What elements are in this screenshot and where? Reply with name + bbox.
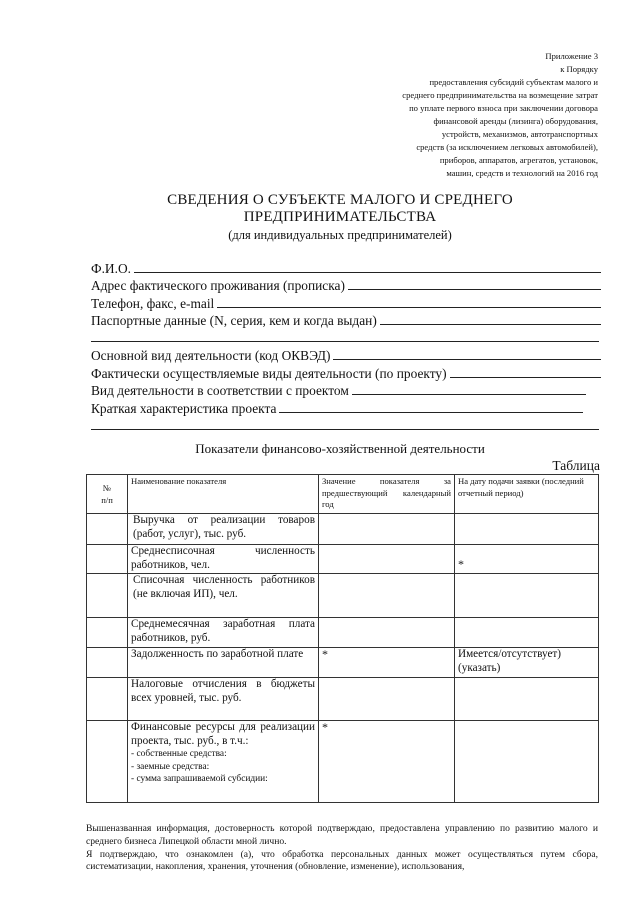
field-project-activity-line[interactable]: [352, 393, 586, 395]
table-header-row: [87, 475, 599, 514]
appendix-line: финансовой аренды (лизинга) оборудования,: [433, 116, 598, 126]
row-number-cell: [87, 648, 128, 678]
section-title: Показатели финансово-хозяйственной деятельности: [195, 441, 485, 456]
field-passport-line[interactable]: [380, 323, 601, 325]
field-address-label: Адрес фактического проживания (прописка): [91, 278, 345, 294]
row-sub-subsidy-amount: - сумма запрашиваемой субсидии:: [131, 774, 268, 785]
field-project-summary-label: Краткая характеристика проекта: [91, 400, 277, 416]
table-row: [87, 574, 599, 618]
appendix-line: по уплате первого взноса при заключении договора: [409, 103, 598, 113]
header-num: № п/п: [87, 475, 128, 514]
field-passport-line-2[interactable]: [91, 340, 599, 342]
row-number-cell: [87, 678, 128, 721]
row-number-cell: [87, 545, 128, 574]
field-project-summary-continuation: [91, 416, 601, 433]
row-date-value[interactable]: [455, 514, 599, 545]
footer-statement: [86, 823, 598, 874]
row-name: Среднесписочная численность работников, чел.: [128, 545, 319, 574]
field-actual-activity-label: Фактически осуществляемые виды деятельности (по проекту): [91, 365, 447, 381]
row-prev-value[interactable]: *: [319, 721, 455, 803]
table-row: [87, 648, 599, 678]
row-sub-borrowed-funds: - заемные средства:: [131, 761, 210, 772]
table-row: [87, 618, 599, 648]
field-passport: [91, 311, 601, 329]
row-name: Налоговые отчисления в бюджеты всех уровней, тыс. руб.: [128, 678, 319, 721]
document-subtitle: (для индивидуальных предпринимателей): [228, 228, 452, 242]
appendix-reference: [298, 50, 598, 180]
field-passport-label: Паспортные данные (N, серия, кем и когда выдан): [91, 313, 377, 329]
row-number-cell: [87, 721, 128, 803]
financial-indicators-table: [86, 474, 599, 803]
row-prev-value[interactable]: *: [319, 648, 455, 678]
field-fio-label: Ф.И.О.: [91, 260, 131, 276]
row-prev-value[interactable]: [319, 574, 455, 618]
field-project-activity: [91, 381, 586, 399]
row-prev-value[interactable]: [319, 678, 455, 721]
field-okved-line[interactable]: [333, 358, 601, 360]
field-address: [91, 276, 601, 294]
row-date-value[interactable]: [455, 678, 599, 721]
field-phone-line[interactable]: [217, 306, 601, 308]
title-line-1: СВЕДЕНИЯ О СУБЪЕКТЕ МАЛОГО И СРЕДНЕГО: [167, 192, 513, 208]
row-number-cell: [87, 618, 128, 648]
row-prev-value[interactable]: [319, 618, 455, 648]
row-name: Задолженность по заработной плате: [128, 648, 319, 678]
row-name: Выручка от реализации товаров (работ, услуг), тыс. руб.: [128, 514, 319, 545]
row-date-value[interactable]: [455, 618, 599, 648]
table-row: [87, 514, 599, 545]
field-fio-line[interactable]: [134, 271, 601, 273]
field-project-activity-label: Вид деятельности в соответствии с проектом: [91, 383, 349, 399]
row-name: [128, 721, 319, 803]
row-name: Среднемесячная заработная плата работников, руб.: [128, 618, 319, 648]
appendix-line: средств (за исключением легковых автомобилей),: [416, 142, 598, 152]
field-project-summary-line-2[interactable]: [91, 428, 599, 430]
field-okved: [91, 345, 601, 363]
table-row: [87, 678, 599, 721]
field-actual-activity-line[interactable]: [450, 376, 601, 378]
appendix-line: машин, средств и технологий на 2016 год: [446, 168, 598, 178]
field-okved-label: Основной вид деятельности (код ОКВЭД): [91, 347, 331, 363]
title-line-2: ПРЕДПРИНИМАТЕЛЬСТВА: [243, 209, 437, 225]
appendix-line: приборов, аппаратов, агрегатов, установок,: [439, 155, 598, 165]
header-name: Наименование показателя: [128, 475, 319, 514]
appendix-line: Приложение 3: [545, 51, 598, 61]
table-label: Таблица: [552, 458, 600, 473]
row-prev-value[interactable]: [319, 514, 455, 545]
row-date-value[interactable]: Имеется/отсутствует) (указать): [455, 648, 599, 678]
row-date-value[interactable]: [455, 721, 599, 803]
header-application-date: На дату подачи заявки (последний отчетный период): [455, 475, 599, 514]
row-prev-value[interactable]: [319, 545, 455, 574]
field-project-summary-line[interactable]: [279, 411, 583, 413]
field-passport-continuation: [91, 328, 601, 345]
document-title: [60, 192, 620, 226]
row-sub-own-funds: - собственные средства:: [131, 749, 227, 760]
field-actual-activity: [91, 363, 601, 381]
row-date-value[interactable]: *: [455, 545, 599, 574]
field-fio: [91, 258, 601, 276]
field-project-summary: [91, 398, 583, 416]
appendix-line: среднего предпринимательства на возмещение затрат: [402, 90, 598, 100]
appendix-line: к Порядку: [560, 64, 598, 74]
appendix-line: устройств, механизмов, автотранспортных: [441, 129, 598, 139]
appendix-line: предоставления субсидий субъектам малого и: [429, 77, 598, 87]
row-name: Списочная численность работников (не включая ИП), чел.: [128, 574, 319, 618]
table-row: [87, 545, 599, 574]
header-prev-year: Значение показателя за предшествующий календарный год: [319, 475, 455, 514]
row-name-main: Финансовые ресурсы для реализации проекта, тыс. руб., в т.ч.:: [131, 721, 315, 747]
row-number-cell: [87, 574, 128, 618]
field-phone: [91, 293, 601, 311]
table-row: [87, 721, 599, 803]
row-number-cell: [87, 514, 128, 545]
row-date-value[interactable]: [455, 574, 599, 618]
footer-paragraph-1: Вышеназванная информация, достоверность которой подтверждаю, предоставлена управлению по развитию малого и среднего бизнеса Липецкой области мной лично.: [86, 823, 598, 847]
footer-paragraph-2: Я подтверждаю, что ознакомлен (а), что обработка персональных данных может осуществляться путем сбора, систематизации, накопления, хранения, уточнения (обновление, изменение), использования,: [86, 848, 598, 873]
field-address-line[interactable]: [348, 288, 601, 290]
applicant-fields: [91, 258, 601, 433]
field-phone-label: Телефон, факс, e-mail: [91, 295, 215, 311]
